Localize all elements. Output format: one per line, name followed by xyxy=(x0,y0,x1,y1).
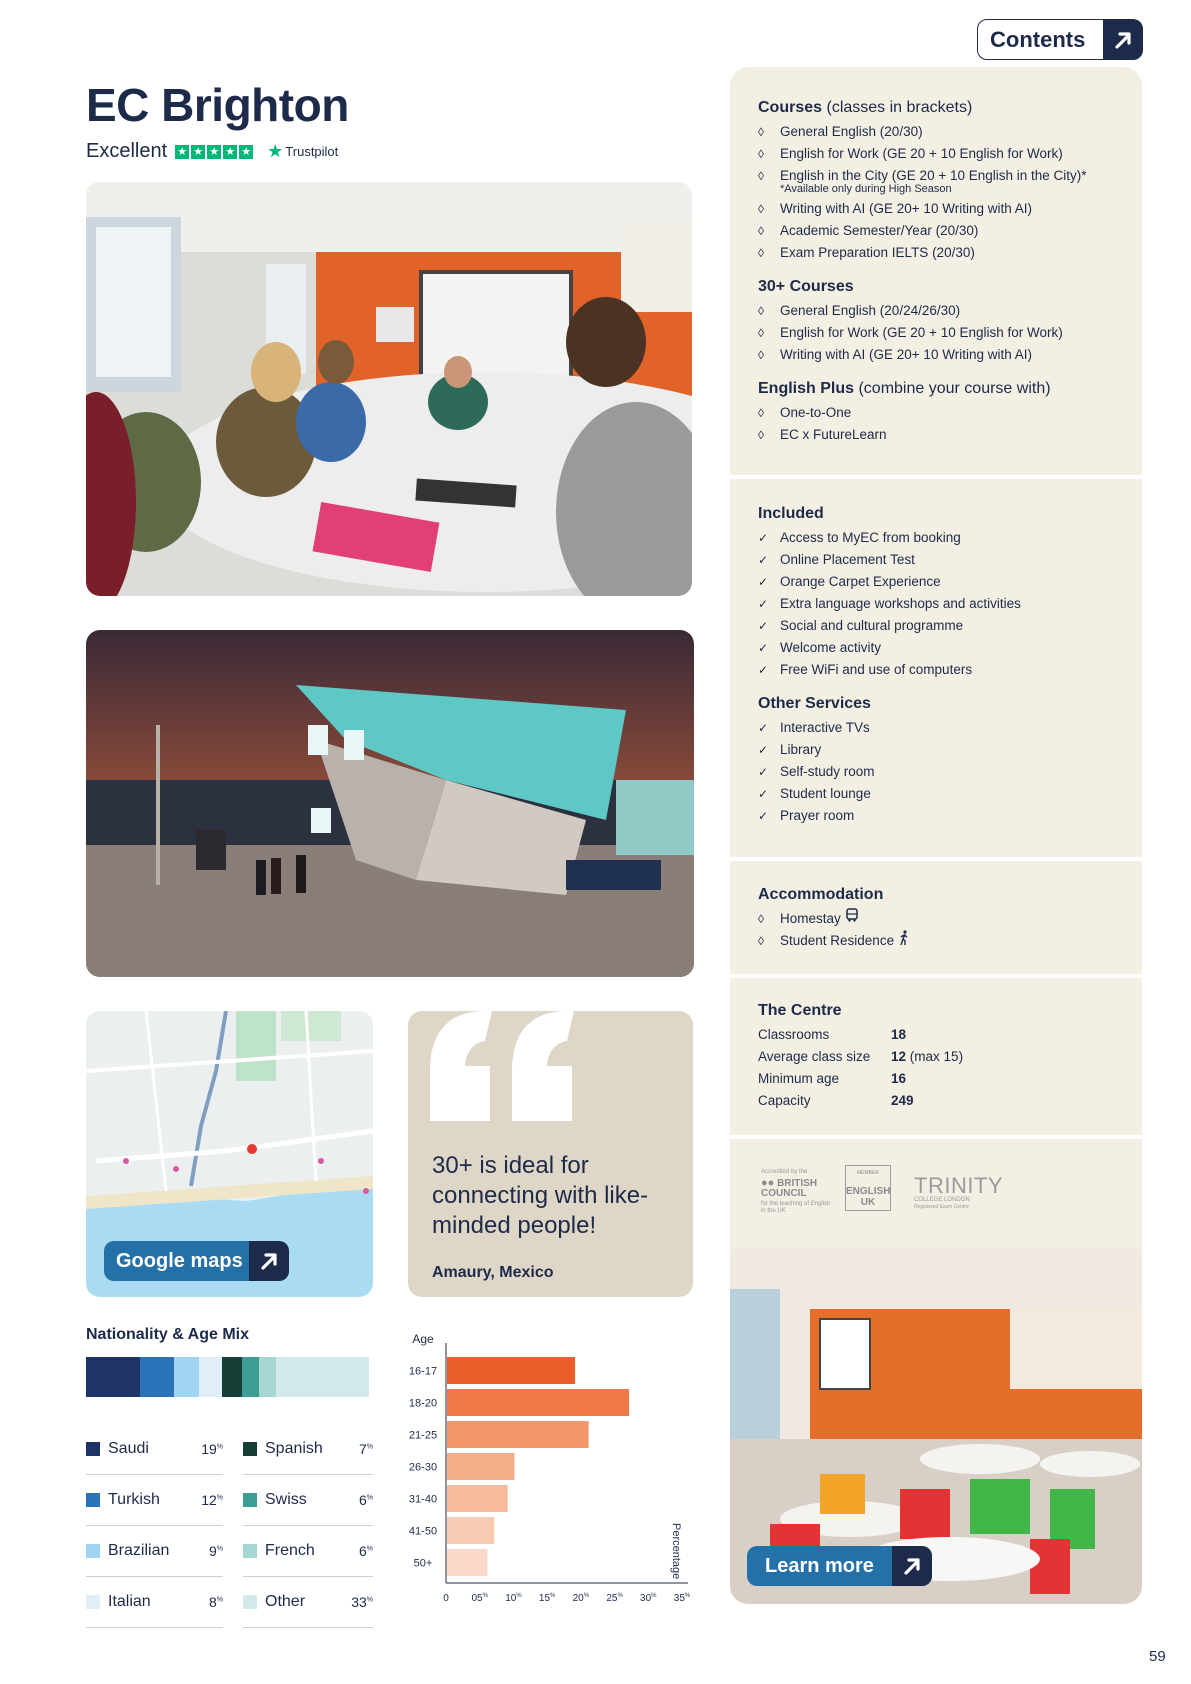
nationality-bar-segment xyxy=(242,1357,259,1397)
centre-row xyxy=(758,1024,1114,1046)
x-tick-label: 20% xyxy=(572,1593,590,1604)
bus-icon xyxy=(845,908,859,922)
check-icon: ✓ xyxy=(758,809,769,823)
included-title: Included xyxy=(758,505,824,522)
accommodation-item-homestay: ◊ Homestay xyxy=(758,908,1114,930)
nationality-bar-segment xyxy=(259,1357,276,1397)
nationality-bar-segment xyxy=(86,1357,140,1397)
page-number: 59 xyxy=(1149,1648,1166,1665)
diamond-bullet-icon: ◊ xyxy=(758,348,764,362)
trustpilot-label: Trustpilot xyxy=(285,144,339,159)
google-maps-label: Google maps xyxy=(116,1249,243,1272)
star-icon: ★ xyxy=(207,145,221,159)
age-bar xyxy=(447,1421,589,1448)
nationality-name: Brazilian xyxy=(108,1542,170,1559)
course30-item xyxy=(758,322,1114,344)
check-icon: ✓ xyxy=(758,641,769,655)
centre-row-label: Average class size xyxy=(758,1049,871,1064)
nationality-name: French xyxy=(265,1542,315,1559)
course30-item-label: Writing with AI (GE 20+ 10 Writing with AI) xyxy=(780,347,1032,362)
age-category-label: 18-20 xyxy=(408,1397,438,1410)
english-uk-logo: MEMBER ENGLISH UK xyxy=(845,1165,891,1211)
course-item-label: Writing with AI (GE 20+ 10 Writing with AI) xyxy=(780,201,1032,216)
nationality-legend-item xyxy=(86,1424,223,1475)
lounge-photo xyxy=(730,1249,1142,1604)
english-plus-item xyxy=(758,402,1114,424)
check-icon: ✓ xyxy=(758,787,769,801)
diamond-bullet-icon: ◊ xyxy=(758,428,764,442)
courses30-title: 30+ Courses xyxy=(758,278,854,295)
nationality-pct: 9% xyxy=(208,1543,223,1559)
classroom-photo xyxy=(86,182,692,596)
testimonial-card xyxy=(408,1011,693,1297)
age-bar xyxy=(447,1453,514,1480)
english-plus-title: English Plus (combine your course with) xyxy=(758,380,1051,397)
check-icon: ✓ xyxy=(758,619,769,633)
trustpilot-logo xyxy=(267,141,338,162)
y-axis-label: Age xyxy=(412,1332,434,1346)
centre-row xyxy=(758,1090,1114,1112)
x-tick-label: 10% xyxy=(505,1593,522,1604)
centre-title: The Centre xyxy=(758,1002,842,1019)
legend-swatch xyxy=(243,1595,257,1609)
included-item xyxy=(758,571,1114,593)
x-tick-label: 35% xyxy=(673,1593,691,1604)
age-bar xyxy=(447,1517,494,1544)
check-icon: ✓ xyxy=(758,663,769,677)
course-item-label: Academic Semester/Year (20/30) xyxy=(780,223,979,238)
contents-label: Contents xyxy=(990,26,1086,52)
centre-row-value: 16 xyxy=(891,1071,907,1086)
nationality-pct: 12% xyxy=(201,1492,223,1508)
accommodation-section xyxy=(730,861,1142,974)
arrow-up-right-icon xyxy=(1103,19,1143,60)
service-item xyxy=(758,783,1114,805)
course30-item-label: English for Work (GE 20 + 10 English for Work) xyxy=(780,325,1063,340)
map-thumbnail[interactable] xyxy=(86,1011,373,1297)
diamond-bullet-icon: ◊ xyxy=(758,125,764,139)
centre-row-label: Capacity xyxy=(758,1093,811,1108)
rating-word: Excellent xyxy=(86,140,168,162)
service-item-label: Student lounge xyxy=(780,786,871,801)
nationality-title: Nationality & Age Mix xyxy=(86,1326,249,1343)
accreditations-section xyxy=(730,1139,1142,1249)
star-icon: ★ xyxy=(175,145,189,159)
legend-swatch xyxy=(86,1595,100,1609)
diamond-bullet-icon: ◊ xyxy=(758,912,764,926)
centre-row-value: 249 xyxy=(891,1093,914,1108)
included-item-label: Extra language workshops and activities xyxy=(780,596,1021,611)
legend-swatch xyxy=(243,1544,257,1558)
service-item-label: Interactive TVs xyxy=(780,720,870,735)
x-axis-label: Percentage xyxy=(670,1523,682,1580)
diamond-bullet-icon: ◊ xyxy=(758,406,764,420)
quote-author: Amaury, Mexico xyxy=(432,1264,554,1281)
course-item xyxy=(758,198,1114,220)
age-bar-chart xyxy=(400,1327,700,1617)
centre-row-label: Minimum age xyxy=(758,1071,840,1086)
diamond-bullet-icon: ◊ xyxy=(758,934,764,948)
check-icon: ✓ xyxy=(758,553,769,567)
service-item xyxy=(758,805,1114,827)
nationality-legend-item xyxy=(86,1577,223,1628)
service-item xyxy=(758,717,1114,739)
course-item xyxy=(758,121,1114,143)
course-item-label: Exam Preparation IELTS (20/30) xyxy=(780,245,975,260)
centre-row xyxy=(758,1046,1114,1068)
diamond-bullet-icon: ◊ xyxy=(758,224,764,238)
included-item xyxy=(758,593,1114,615)
learn-more-button[interactable] xyxy=(747,1546,932,1586)
age-category-label: 41-50 xyxy=(408,1525,438,1538)
course30-item xyxy=(758,344,1114,366)
legend-swatch xyxy=(86,1442,100,1456)
course-item xyxy=(758,220,1114,242)
check-icon: ✓ xyxy=(758,575,769,589)
service-item xyxy=(758,761,1114,783)
nationality-stacked-bar xyxy=(86,1357,369,1397)
included-item xyxy=(758,659,1114,681)
included-item-label: Welcome activity xyxy=(780,640,882,655)
included-item-label: Social and cultural programme xyxy=(780,618,964,633)
age-category-label: 21-25 xyxy=(408,1429,438,1442)
page-title: EC Brighton xyxy=(86,79,349,131)
nationality-pct: 6% xyxy=(358,1492,373,1508)
nationality-pct: 19% xyxy=(201,1441,223,1457)
nationality-legend-item xyxy=(86,1526,223,1577)
check-icon: ✓ xyxy=(758,743,769,757)
legend-swatch xyxy=(86,1544,100,1558)
star-icon: ★ xyxy=(239,145,253,159)
walking-icon xyxy=(898,930,910,945)
nationality-bar-segment xyxy=(174,1357,199,1397)
nationality-name: Italian xyxy=(108,1593,151,1610)
included-list xyxy=(758,527,1114,681)
diamond-bullet-icon: ◊ xyxy=(758,169,764,183)
english-plus-list xyxy=(758,402,1114,446)
nationality-legend-item xyxy=(243,1475,373,1526)
included-item xyxy=(758,615,1114,637)
accommodation-item-residence: ◊ Student Residence xyxy=(758,930,1114,952)
other-services-list xyxy=(758,717,1114,827)
x-tick-label: 05% xyxy=(471,1593,488,1604)
included-item-label: Free WiFi and use of computers xyxy=(780,662,973,677)
included-item-label: Access to MyEC from booking xyxy=(780,530,961,545)
included-item-label: Online Placement Test xyxy=(780,552,915,567)
centre-row xyxy=(758,1068,1114,1090)
legend-swatch xyxy=(243,1493,257,1507)
trustpilot-rating[interactable] xyxy=(86,140,338,163)
rating-stars xyxy=(175,145,253,159)
x-tick-label: 0 xyxy=(443,1593,449,1604)
centre-row-value: 18 xyxy=(891,1027,907,1042)
learn-more-label: Learn more xyxy=(765,1554,874,1577)
check-icon: ✓ xyxy=(758,597,769,611)
nationality-bar-segment xyxy=(140,1357,174,1397)
check-icon: ✓ xyxy=(758,721,769,735)
age-bar xyxy=(447,1549,487,1576)
x-tick-label: 25% xyxy=(606,1593,623,1604)
age-bar xyxy=(447,1485,508,1512)
accommodation-title: Accommodation xyxy=(758,886,884,903)
included-section xyxy=(730,479,1142,857)
age-category-label: 31-40 xyxy=(408,1493,438,1506)
age-category-label: 16-17 xyxy=(408,1365,438,1378)
star-icon: ★ xyxy=(191,145,205,159)
check-icon: ✓ xyxy=(758,531,769,545)
british-council-logo: Accredited by the ●● BRITISH COUNCIL for the teaching of English in the UK xyxy=(761,1169,831,1214)
course-item xyxy=(758,143,1114,165)
trinity-logo: TRINITY COLLEGE LONDON Registered Exam Centre xyxy=(914,1173,1004,1210)
courses-title: Courses (classes in brackets) xyxy=(758,99,973,116)
diamond-bullet-icon: ◊ xyxy=(758,246,764,260)
nationality-pct: 7% xyxy=(358,1441,373,1457)
legend-swatch xyxy=(86,1493,100,1507)
nationality-pct: 8% xyxy=(208,1594,223,1610)
nationality-name: Saudi xyxy=(108,1440,149,1457)
english-plus-item xyxy=(758,424,1114,446)
nationality-bar-segment xyxy=(222,1357,242,1397)
nationality-pct: 33% xyxy=(351,1594,373,1610)
course-item-label: General English (20/30) xyxy=(780,124,923,139)
nationality-name: Other xyxy=(265,1593,306,1610)
nationality-bar-segment xyxy=(276,1357,369,1397)
courses-list xyxy=(758,121,1114,264)
high-season-note: *Available only during High Season xyxy=(780,183,952,195)
centre-table xyxy=(758,1024,1114,1112)
centre-row-value: 12 (max 15) xyxy=(891,1049,964,1064)
service-item-label: Prayer room xyxy=(780,808,855,823)
trustpilot-star-icon: ★ xyxy=(267,141,284,161)
nationality-legend-item xyxy=(243,1526,373,1577)
nationality-legend-item xyxy=(243,1577,373,1628)
included-item xyxy=(758,527,1114,549)
nationality-legend-item xyxy=(243,1424,373,1475)
included-item xyxy=(758,549,1114,571)
course30-item xyxy=(758,300,1114,322)
legend-swatch xyxy=(243,1442,257,1456)
courses30-list xyxy=(758,300,1114,366)
nationality-name: Spanish xyxy=(265,1440,323,1457)
included-item-label: Orange Carpet Experience xyxy=(780,574,941,589)
contents-button[interactable] xyxy=(977,19,1142,60)
map-pin-icon xyxy=(247,1144,257,1154)
x-tick-label: 15% xyxy=(538,1593,556,1604)
arrow-up-right-icon xyxy=(249,1241,289,1281)
quote-text: 30+ is ideal for connecting with like-minded people! xyxy=(432,1152,649,1239)
nationality-pct: 6% xyxy=(358,1543,373,1559)
included-item xyxy=(758,637,1114,659)
diamond-bullet-icon: ◊ xyxy=(758,202,764,216)
centre-section xyxy=(730,978,1142,1135)
diamond-bullet-icon: ◊ xyxy=(758,147,764,161)
x-tick-label: 30% xyxy=(640,1593,657,1604)
nationality-bar-segment xyxy=(199,1357,222,1397)
age-category-label: 50+ xyxy=(413,1557,433,1570)
course-item-label: English in the City (GE 20 + 10 English in the City)* xyxy=(780,168,1087,183)
service-item-label: Library xyxy=(780,742,822,757)
nationality-legend-item xyxy=(86,1475,223,1526)
upside-down-house-photo xyxy=(86,630,694,977)
age-bar xyxy=(447,1389,629,1416)
service-item xyxy=(758,739,1114,761)
english-plus-item-label: One-to-One xyxy=(780,405,852,420)
course-item xyxy=(758,242,1114,264)
quote-mark-icon xyxy=(430,1011,580,1121)
course-item-label: English for Work (GE 20 + 10 English for Work) xyxy=(780,146,1063,161)
check-icon: ✓ xyxy=(758,765,769,779)
diamond-bullet-icon: ◊ xyxy=(758,326,764,340)
english-plus-item-label: EC x FutureLearn xyxy=(780,427,887,442)
centre-row-label: Classrooms xyxy=(758,1027,830,1042)
arrow-up-right-icon xyxy=(892,1546,932,1586)
diamond-bullet-icon: ◊ xyxy=(758,304,764,318)
courses-section xyxy=(730,67,1142,475)
course30-item-label: General English (20/24/26/30) xyxy=(780,303,961,318)
other-services-title: Other Services xyxy=(758,695,871,712)
age-bar xyxy=(447,1357,575,1384)
nationality-name: Turkish xyxy=(108,1491,160,1508)
star-icon: ★ xyxy=(223,145,237,159)
google-maps-button[interactable] xyxy=(104,1241,289,1281)
service-item-label: Self-study room xyxy=(780,764,875,779)
nationality-name: Swiss xyxy=(265,1491,307,1508)
age-category-label: 26-30 xyxy=(408,1461,438,1474)
